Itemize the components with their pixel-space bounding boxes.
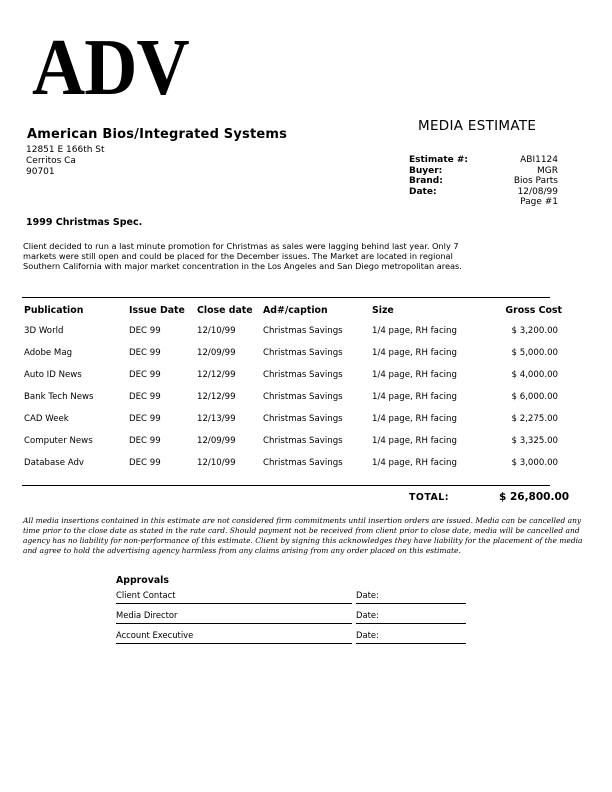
cell-ad-caption: Christmas Savings: [263, 326, 343, 336]
media-table: [22, 300, 570, 474]
approval-role-label: Client Contact: [116, 590, 176, 600]
cell-close-date: 12/10/99: [197, 326, 236, 336]
table-row: [22, 342, 570, 364]
table-bottom-rule: [22, 485, 550, 486]
cell-size: 1/4 page, RH facing: [372, 326, 457, 336]
estimate-meta-values: [490, 155, 558, 208]
cell-publication: Adobe Mag: [24, 348, 73, 358]
address-line: 90701: [26, 167, 55, 177]
signature-line[interactable]: [116, 610, 352, 624]
table-top-rule: [22, 297, 550, 298]
signature-line[interactable]: [116, 590, 352, 604]
cell-issue-date: DEC 99: [129, 370, 161, 380]
cell-gross-cost: $ 4,000.00: [511, 370, 558, 380]
cell-gross-cost: $ 3,325.00: [511, 436, 558, 446]
approval-date-label: Date:: [356, 610, 379, 620]
cell-close-date: 12/10/99: [197, 458, 236, 468]
cell-close-date: 12/12/99: [197, 370, 236, 380]
cell-gross-cost: $ 6,000.00: [511, 392, 558, 402]
cell-size: 1/4 page, RH facing: [372, 370, 457, 380]
cell-ad-caption: Christmas Savings: [263, 348, 343, 358]
column-header-publication: Publication: [24, 304, 84, 316]
date-line[interactable]: [356, 630, 466, 644]
signature-line[interactable]: [116, 630, 352, 644]
cell-close-date: 12/09/99: [197, 436, 236, 446]
cell-publication: 3D World: [24, 326, 64, 336]
approval-date-label: Date:: [356, 630, 379, 640]
approval-role-label: Account Executive: [116, 630, 194, 640]
table-row: [22, 430, 570, 452]
table-header-row: [22, 300, 570, 320]
cell-publication: Computer News: [24, 436, 93, 446]
cell-ad-caption: Christmas Savings: [263, 436, 343, 446]
brand-value: Bios Parts: [513, 176, 558, 186]
page-number: Page #1: [520, 197, 558, 207]
cell-issue-date: DEC 99: [129, 436, 161, 446]
document-title: MEDIA ESTIMATE: [418, 118, 537, 134]
column-header-issue-date: Issue Date: [129, 304, 185, 316]
cell-size: 1/4 page, RH facing: [372, 436, 457, 446]
cell-publication: Database Adv: [24, 458, 85, 468]
date-value: 12/08/99: [517, 186, 558, 197]
cell-size: 1/4 page, RH facing: [372, 458, 457, 468]
approval-date-label: Date:: [356, 590, 379, 600]
table-row: [22, 386, 570, 408]
cell-gross-cost: $ 5,000.00: [511, 348, 558, 358]
cell-size: 1/4 page, RH facing: [372, 414, 457, 424]
company-address: [26, 145, 105, 178]
date-label: Date:: [409, 186, 437, 197]
cell-close-date: 12/12/99: [197, 392, 236, 402]
project-title: 1999 Christmas Spec.: [26, 217, 143, 228]
cell-issue-date: DEC 99: [129, 326, 161, 336]
cell-issue-date: DEC 99: [129, 392, 161, 402]
cell-ad-caption: Christmas Savings: [263, 414, 343, 424]
cell-publication: Bank Tech News: [24, 392, 94, 402]
table-row: [22, 364, 570, 386]
column-header-size: Size: [372, 304, 394, 316]
cell-close-date: 12/09/99: [197, 348, 236, 358]
address-line: 12851 E 166th St: [26, 145, 105, 155]
table-row: [22, 452, 570, 474]
total-label: TOTAL:: [409, 492, 450, 503]
buyer-label: Buyer:: [409, 165, 443, 176]
total-value: $ 26,800.00: [499, 491, 570, 503]
column-header-close-date: Close date: [197, 304, 253, 316]
cell-close-date: 12/13/99: [197, 414, 236, 424]
cell-issue-date: DEC 99: [129, 414, 161, 424]
company-name: American Bios/Integrated Systems: [27, 127, 288, 142]
cell-ad-caption: Christmas Savings: [263, 392, 343, 402]
cell-issue-date: DEC 99: [129, 348, 161, 358]
cell-size: 1/4 page, RH facing: [372, 392, 457, 402]
cell-ad-caption: Christmas Savings: [263, 458, 343, 468]
date-line[interactable]: [356, 610, 466, 624]
buyer-value: MGR: [537, 165, 558, 176]
disclaimer-text: All media insertions contained in this estimate are not considered firm commitments until insertion orders are issued. Media can be cancelled any time prior to the close date as stated in the rate card. Should payment not be received from client prior to close date, media will be cancelled and agency has no liability for non-performance of this estimate. Client by signing this acknowledges they have liability for the placement of the media and agree to hold the advertising agency harmless from any claims arising from any order placed on this estimate.: [23, 516, 583, 555]
cell-ad-caption: Christmas Savings: [263, 370, 343, 380]
approvals-title: Approvals: [116, 575, 169, 586]
cell-issue-date: DEC 99: [129, 458, 161, 468]
address-line: Cerritos Ca: [26, 156, 76, 166]
brand-label: Brand:: [409, 176, 443, 186]
column-header-gross-cost: Gross Cost: [505, 304, 562, 316]
estimate-meta-labels: [409, 155, 468, 197]
date-line[interactable]: [356, 590, 466, 604]
cell-publication: CAD Week: [24, 414, 69, 424]
estimate-number-value: ABI1124: [520, 155, 558, 165]
approval-role-label: Media Director: [116, 610, 178, 620]
project-description: Client decided to run a last minute promotion for Christmas as sales were lagging behind last year. Only 7 markets were still open and could be placed for the December issues. The Market are located in regional Southern California with major market concentration in the Los Angeles and San Diego metropolitan areas.: [23, 241, 462, 271]
cell-gross-cost: $ 3,000.00: [511, 458, 558, 468]
cell-publication: Auto ID News: [24, 370, 82, 380]
cell-gross-cost: $ 3,200.00: [511, 326, 558, 336]
estimate-number-label: Estimate #:: [409, 155, 469, 165]
agency-logo: ADV: [32, 24, 189, 112]
table-row: [22, 408, 570, 430]
cell-size: 1/4 page, RH facing: [372, 348, 457, 358]
table-row: [22, 320, 570, 342]
column-header-ad-caption: Ad#/caption: [263, 304, 328, 316]
cell-gross-cost: $ 2,275.00: [511, 414, 558, 424]
